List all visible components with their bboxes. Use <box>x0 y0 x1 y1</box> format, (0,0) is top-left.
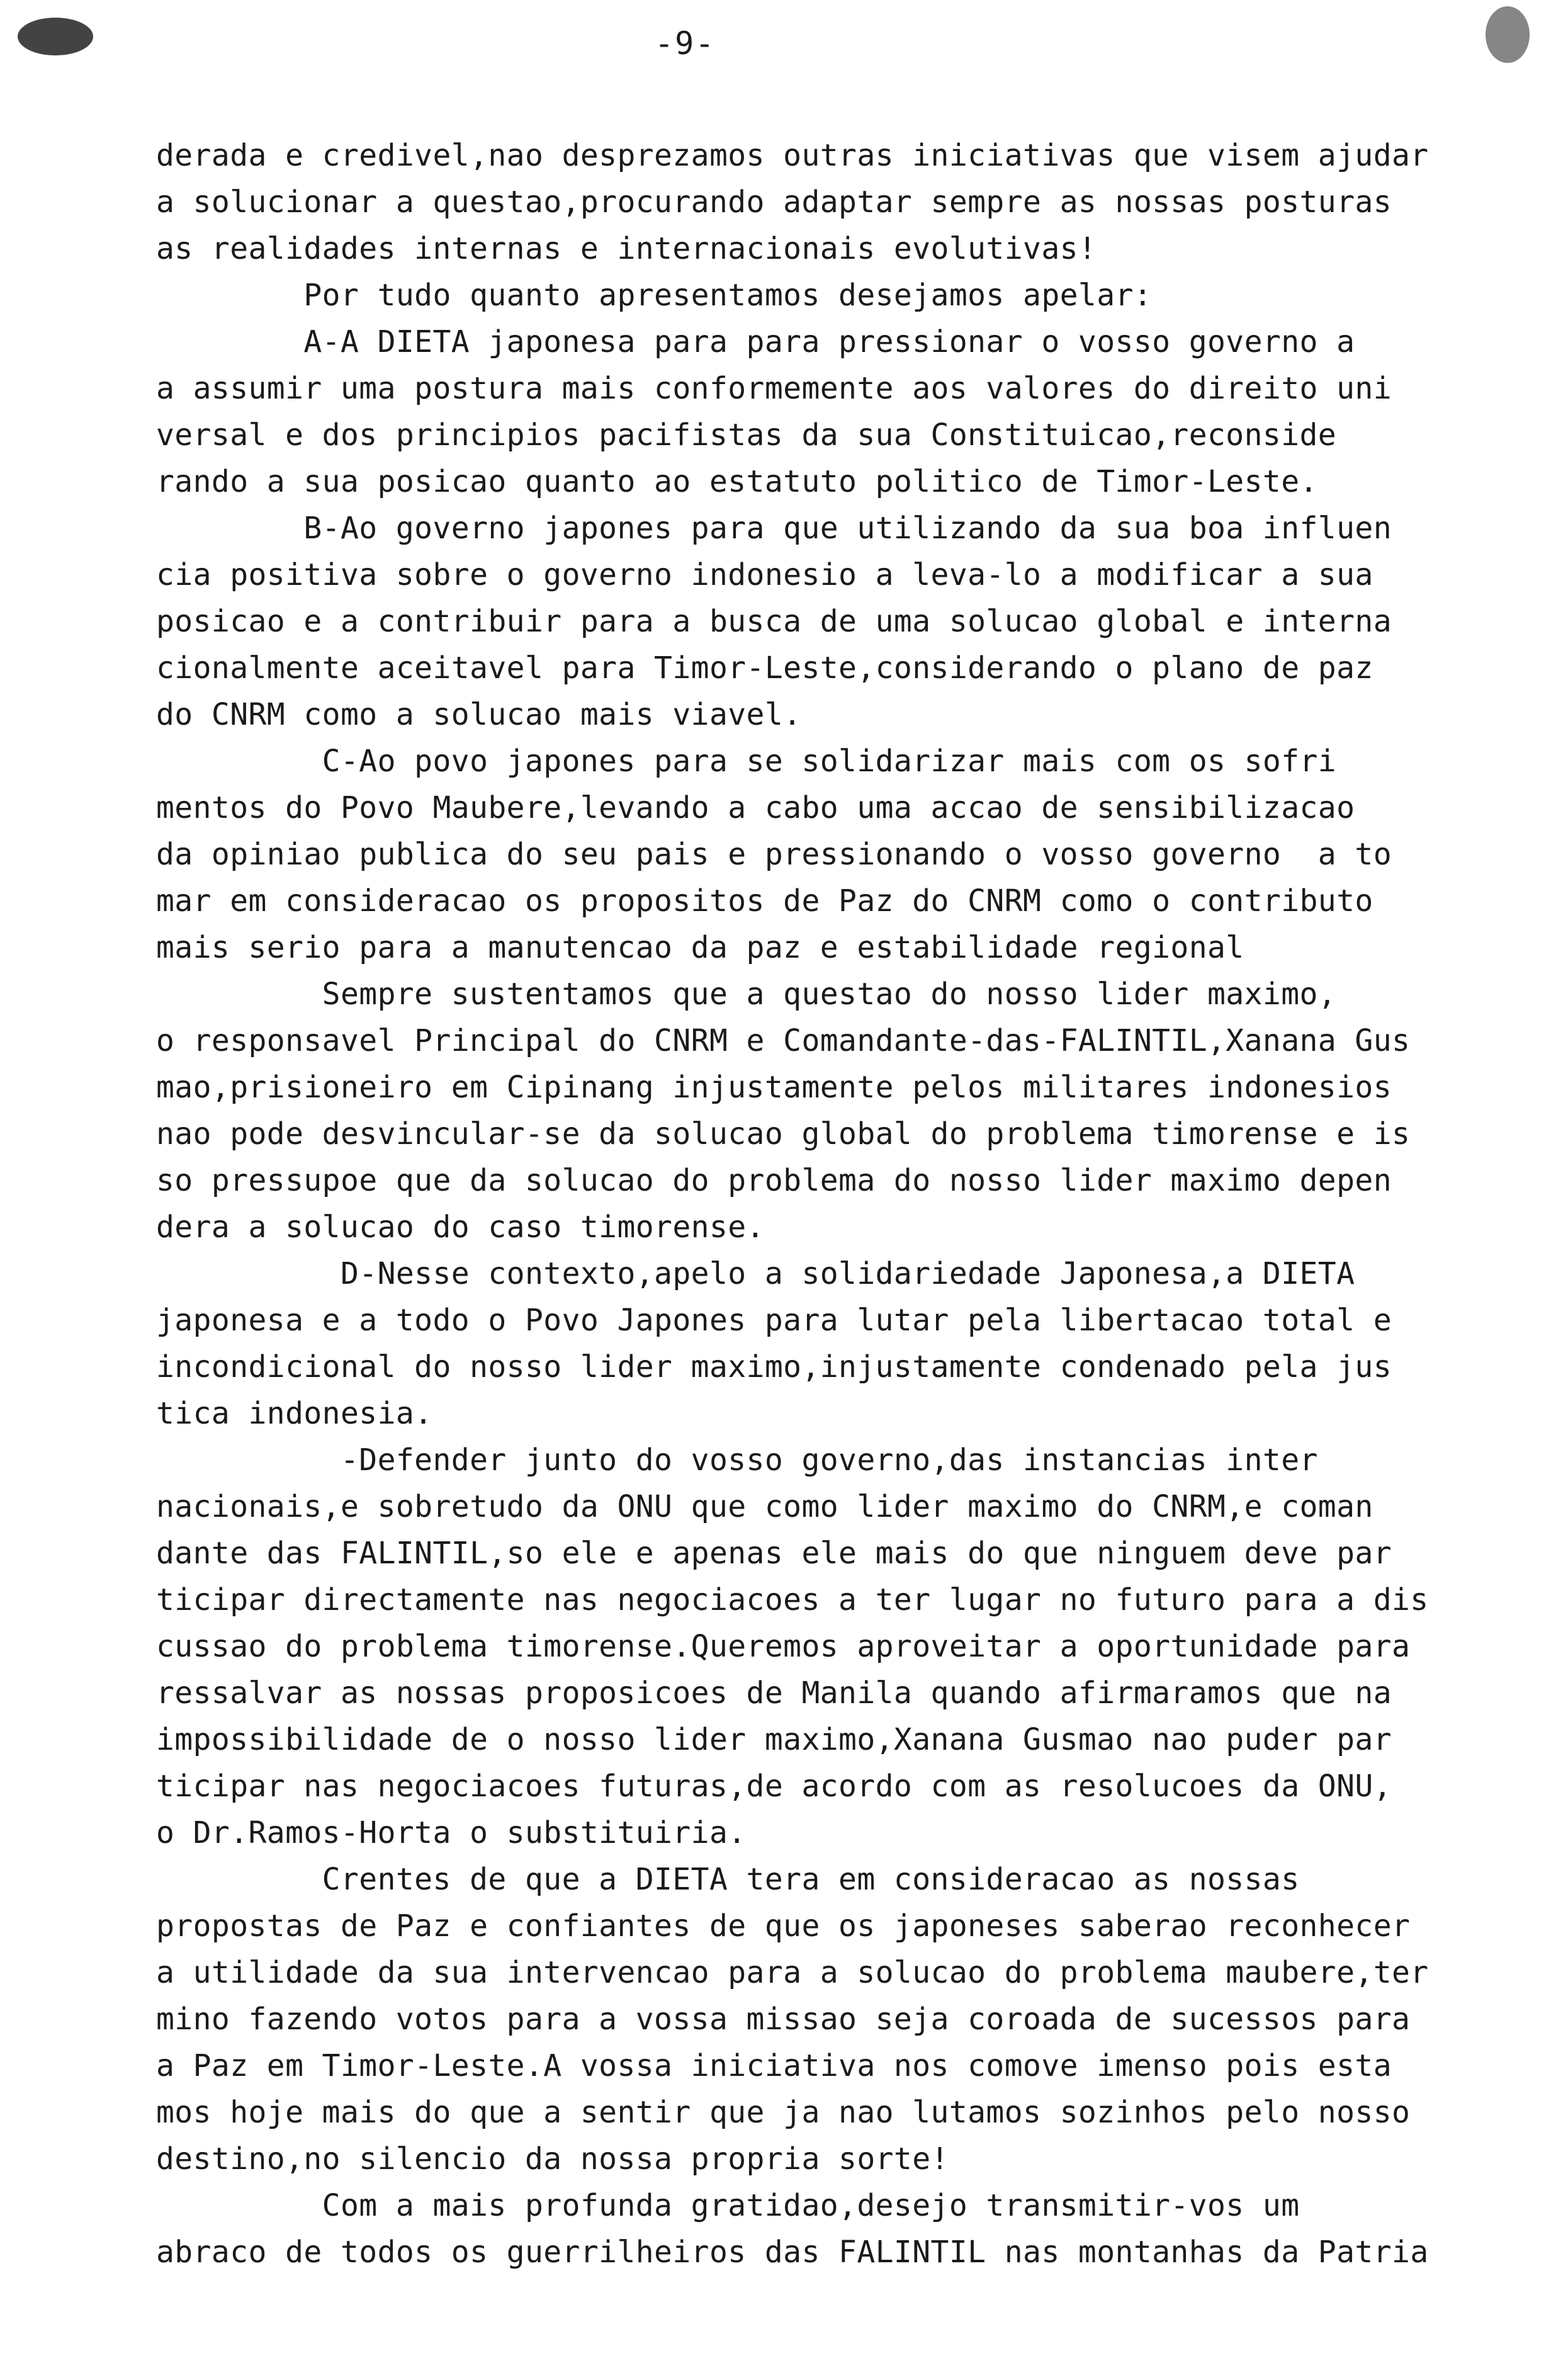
text-line: incondicional do nosso lider maximo,injustamente condenado pela jus <box>156 1349 1392 1385</box>
text-line: a utilidade da sua intervencao para a solucao do problema maubere,ter <box>156 1955 1429 1990</box>
text-line: mao,prisioneiro em Cipinang injustamente pelos militares indonesios <box>156 1070 1392 1105</box>
text-line: C-Ao povo japones para se solidarizar mais com os sofri <box>156 744 1337 779</box>
text-line: D-Nesse contexto,apelo a solidariedade Japonesa,a DIETA <box>156 1256 1355 1291</box>
text-line: a Paz em Timor-Leste.A vossa iniciativa nos comove imenso pois esta <box>156 2048 1392 2083</box>
text-line: japonesa e a todo o Povo Japones para lutar pela libertacao total e <box>156 1303 1392 1338</box>
ink-smudge-top-right <box>1486 6 1530 63</box>
text-line: mos hoje mais do que a sentir que ja nao lutamos sozinhos pelo nosso <box>156 2095 1411 2130</box>
text-line: B-Ao governo japones para que utilizando da sua boa influen <box>156 511 1392 546</box>
text-line: o responsavel Principal do CNRM e Comandante-das-FALINTIL,Xanana Gus <box>156 1023 1411 1058</box>
text-line: A-A DIETA japonesa para para pressionar o vosso governo a <box>156 324 1355 360</box>
ink-smudge-top-left <box>18 18 93 55</box>
text-line: mino fazendo votos para a vossa missao seja coroada de sucessos para <box>156 2002 1411 2037</box>
text-line: da opiniao publica do seu pais e pressionando o vosso governo a to <box>156 837 1392 872</box>
text-line: do CNRM como a solucao mais viavel. <box>156 697 802 732</box>
text-line: cionalmente aceitavel para Timor-Leste,considerando o plano de paz <box>156 650 1373 686</box>
text-line: nao pode desvincular-se da solucao global do problema timorense e is <box>156 1116 1411 1152</box>
text-line: so pressupoe que da solucao do problema do nosso lider maximo depen <box>156 1163 1392 1198</box>
text-line: derada e credivel,nao desprezamos outras iniciativas que visem ajudar <box>156 138 1429 173</box>
text-line: impossibilidade de o nosso lider maximo,Xanana Gusmao nao puder par <box>156 1722 1392 1757</box>
text-line: as realidades internas e internacionais evolutivas! <box>156 231 1097 266</box>
text-line: versal e dos principios pacifistas da sua Constituicao,reconside <box>156 417 1337 453</box>
text-line: a solucionar a questao,procurando adaptar sempre as nossas posturas <box>156 184 1392 220</box>
text-line: cia positiva sobre o governo indonesio a leva-lo a modificar a sua <box>156 557 1373 592</box>
text-line: Crentes de que a DIETA tera em consideracao as nossas <box>156 1862 1300 1897</box>
document-body <box>156 132 1491 2275</box>
text-line: propostas de Paz e confiantes de que os japoneses saberao reconhecer <box>156 1908 1411 1944</box>
text-line: Sempre sustentamos que a questao do nosso lider maximo, <box>156 977 1337 1012</box>
text-line: mais serio para a manutencao da paz e estabilidade regional <box>156 930 1244 965</box>
text-line: ticipar directamente nas negociacoes a ter lugar no futuro para a dis <box>156 1582 1429 1618</box>
text-line: destino,no silencio da nossa propria sorte! <box>156 2141 949 2177</box>
text-line: ressalvar as nossas proposicoes de Manila quando afirmaramos que na <box>156 1675 1392 1711</box>
text-line: o Dr.Ramos-Horta o substituiria. <box>156 1815 747 1850</box>
text-line: posicao e a contribuir para a busca de uma solucao global e interna <box>156 604 1392 639</box>
text-line: dera a solucao do caso timorense. <box>156 1210 765 1245</box>
text-line: nacionais,e sobretudo da ONU que como lider maximo do CNRM,e coman <box>156 1489 1373 1524</box>
text-line: rando a sua posicao quanto ao estatuto politico de Timor-Leste. <box>156 464 1318 499</box>
text-line: mentos do Povo Maubere,levando a cabo uma accao de sensibilizacao <box>156 790 1355 825</box>
text-line: mar em consideracao os propositos de Paz do CNRM como o contributo <box>156 883 1373 919</box>
text-line: Com a mais profunda gratidao,desejo transmitir-vos um <box>156 2188 1300 2223</box>
text-line: -Defender junto do vosso governo,das instancias inter <box>156 1442 1318 1478</box>
page-number: -9- <box>655 25 716 62</box>
text-line: a assumir uma postura mais conformemente aos valores do direito uni <box>156 371 1392 406</box>
text-line: Por tudo quanto apresentamos desejamos apelar: <box>156 278 1153 313</box>
text-line: abraco de todos os guerrilheiros das FALINTIL nas montanhas da Patria <box>156 2235 1429 2270</box>
text-line: cussao do problema timorense.Queremos aproveitar a oportunidade para <box>156 1629 1411 1664</box>
text-line: ticipar nas negociacoes futuras,de acordo com as resolucoes da ONU, <box>156 1769 1392 1804</box>
text-line: tica indonesia. <box>156 1396 433 1431</box>
text-line: dante das FALINTIL,so ele e apenas ele mais do que ninguem deve par <box>156 1536 1392 1571</box>
